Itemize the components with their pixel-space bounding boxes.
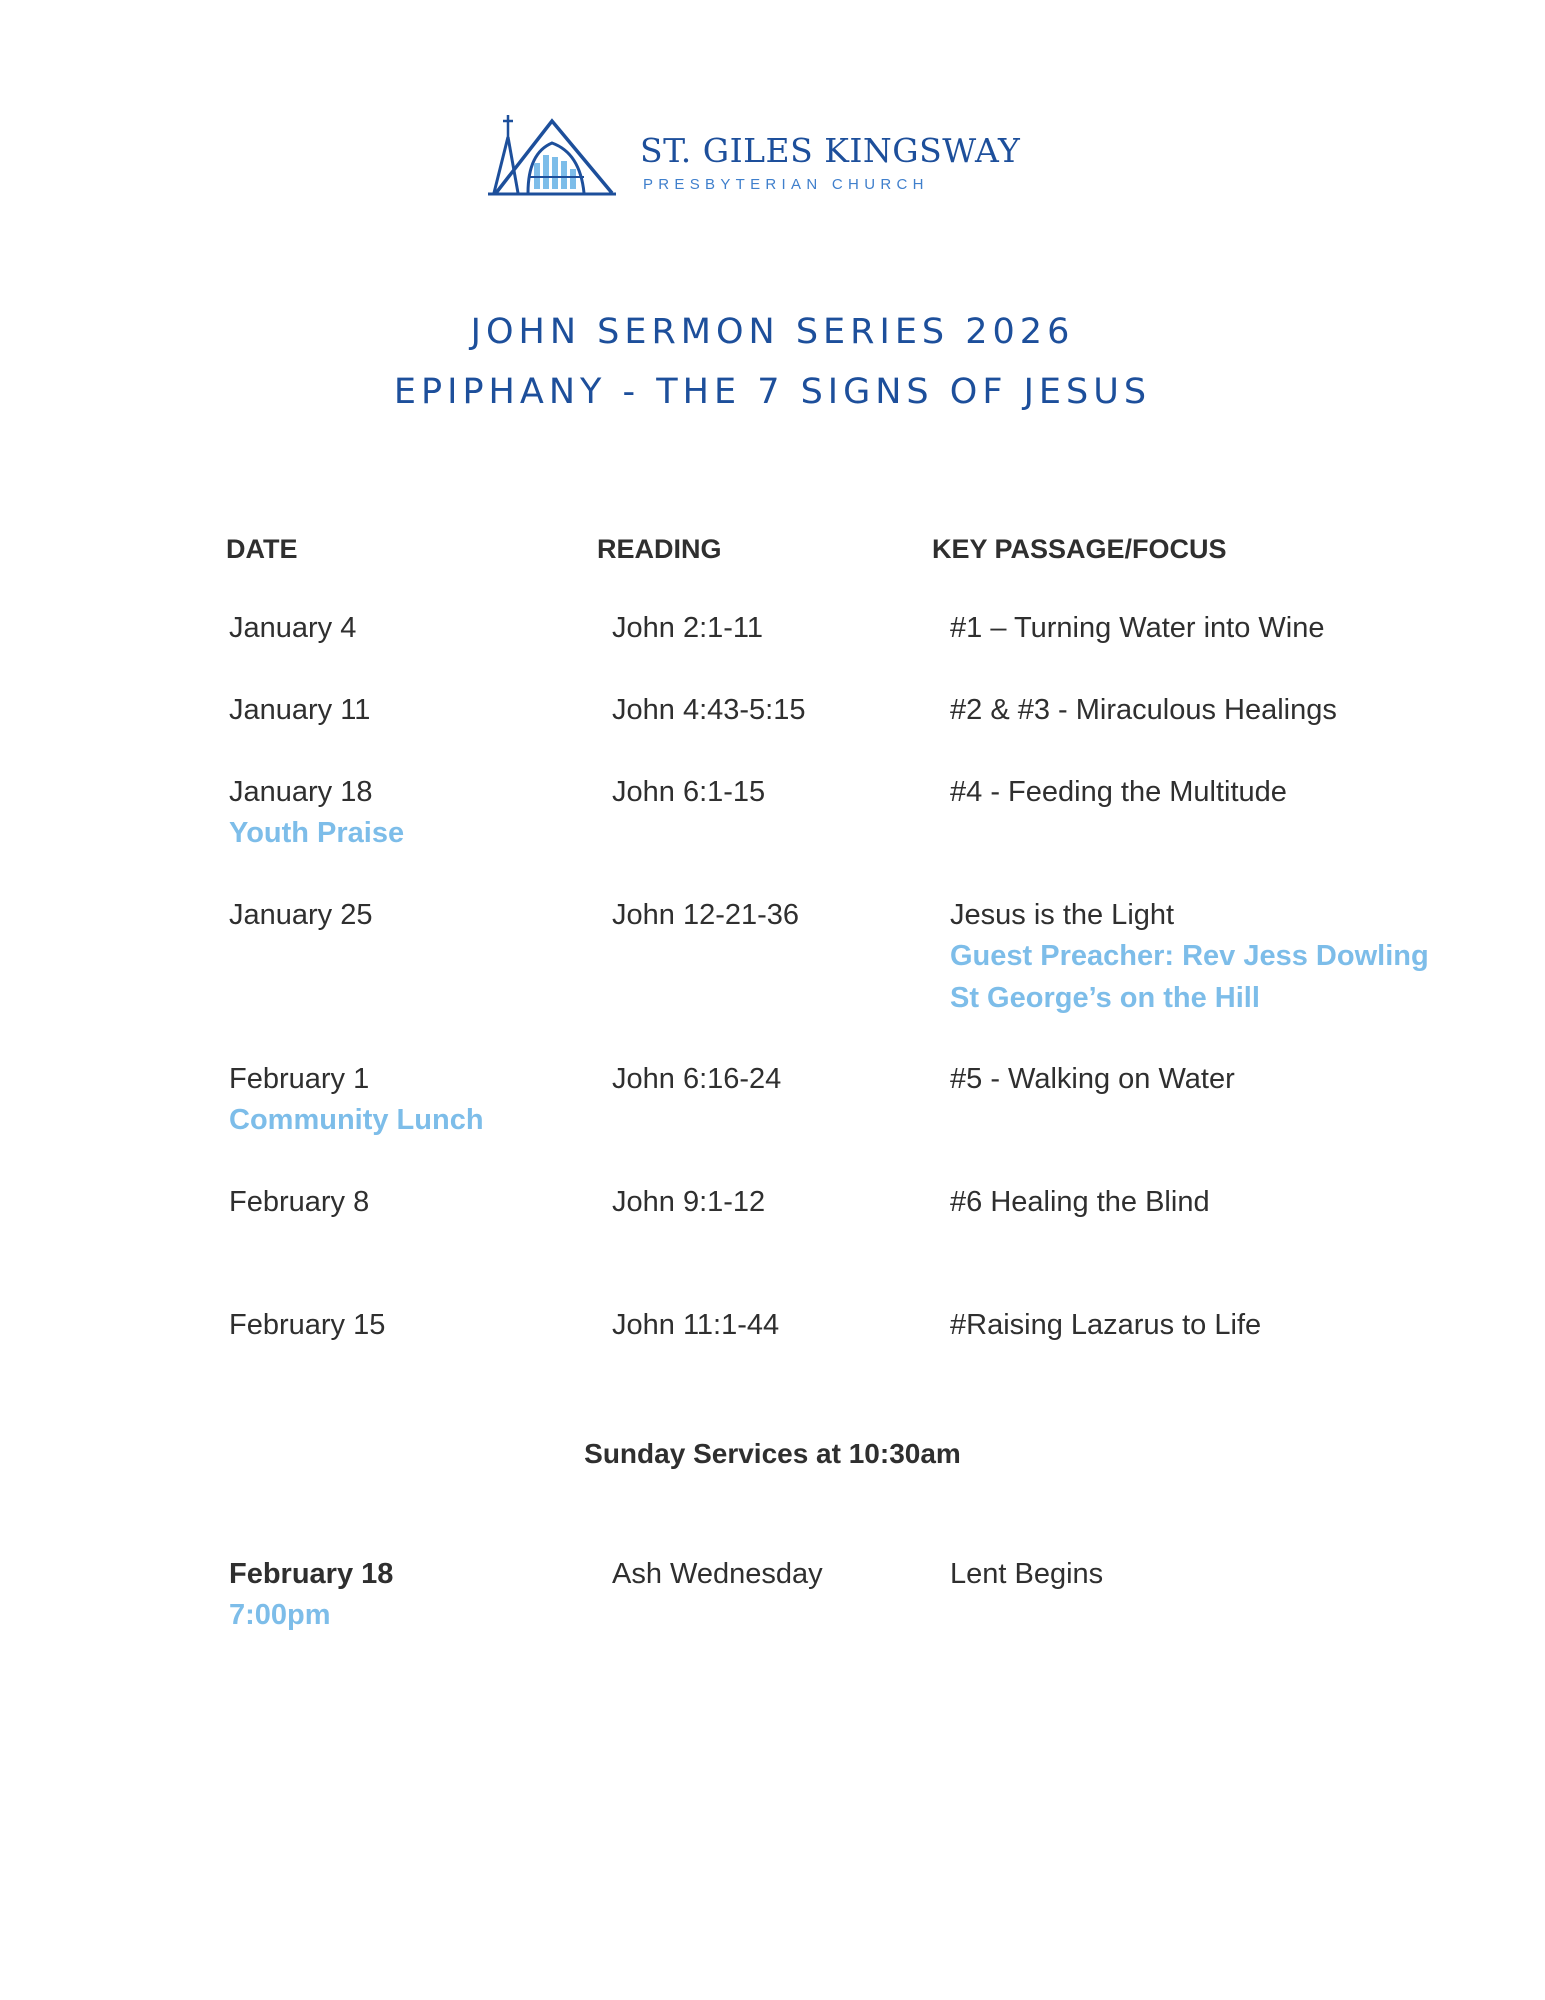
row-focus: #4 - Feeding the Multitude — [950, 776, 1287, 808]
row-date: February 15 — [229, 1309, 386, 1341]
row-reading: John 6:16-24 — [612, 1063, 782, 1095]
row-reading: John 11:1-44 — [612, 1309, 780, 1341]
row-date: January 4 — [229, 612, 357, 644]
row-focus: #5 - Walking on Water — [950, 1063, 1235, 1095]
header-focus: KEY PASSAGE/FOCUS — [932, 534, 1227, 564]
row-date-note: Community Lunch — [229, 1104, 484, 1136]
row-reading: John 2:1-11 — [612, 612, 764, 644]
row-focus: #6 Healing the Blind — [950, 1186, 1210, 1218]
header-date: DATE — [226, 534, 298, 564]
special-date: February 18 — [229, 1558, 394, 1590]
church-logo — [488, 113, 1048, 205]
row-date: January 11 — [229, 694, 371, 726]
church-name: ST. GILES KINGSWAY — [640, 131, 1021, 170]
row-date: January 25 — [229, 899, 373, 931]
guest-church-note: St George’s on the Hill — [950, 982, 1260, 1014]
row-date-note: Youth Praise — [229, 817, 405, 849]
guest-preacher-note: Guest Preacher: Rev Jess Dowling — [950, 940, 1429, 972]
row-reading: John 4:43-5:15 — [612, 694, 806, 726]
row-focus: #Raising Lazarus to Life — [950, 1309, 1262, 1341]
row-reading: John 12-21-36 — [612, 899, 800, 931]
special-event: Ash Wednesday — [612, 1558, 823, 1590]
row-date: January 18 — [229, 776, 373, 808]
series-title: JOHN SERMON SERIES 2026 — [470, 312, 1075, 352]
row-date: February 8 — [229, 1186, 370, 1218]
row-focus: Jesus is the Light — [950, 899, 1175, 931]
row-reading: John 9:1-12 — [612, 1186, 766, 1218]
church-subtitle: PRESBYTERIAN CHURCH — [643, 176, 929, 193]
church-arch-icon — [488, 113, 618, 197]
header-reading: READING — [597, 534, 722, 564]
series-subtitle: EPIPHANY - THE 7 SIGNS OF JESUS — [393, 372, 1152, 412]
special-time: 7:00pm — [229, 1599, 331, 1631]
special-note: Lent Begins — [950, 1558, 1104, 1590]
row-focus: #1 – Turning Water into Wine — [950, 612, 1325, 644]
row-date: February 1 — [229, 1063, 370, 1095]
row-focus: #2 & #3 - Miraculous Healings — [950, 694, 1337, 726]
row-reading: John 6:1-15 — [612, 776, 766, 808]
services-time-note: Sunday Services at 10:30am — [584, 1438, 961, 1469]
